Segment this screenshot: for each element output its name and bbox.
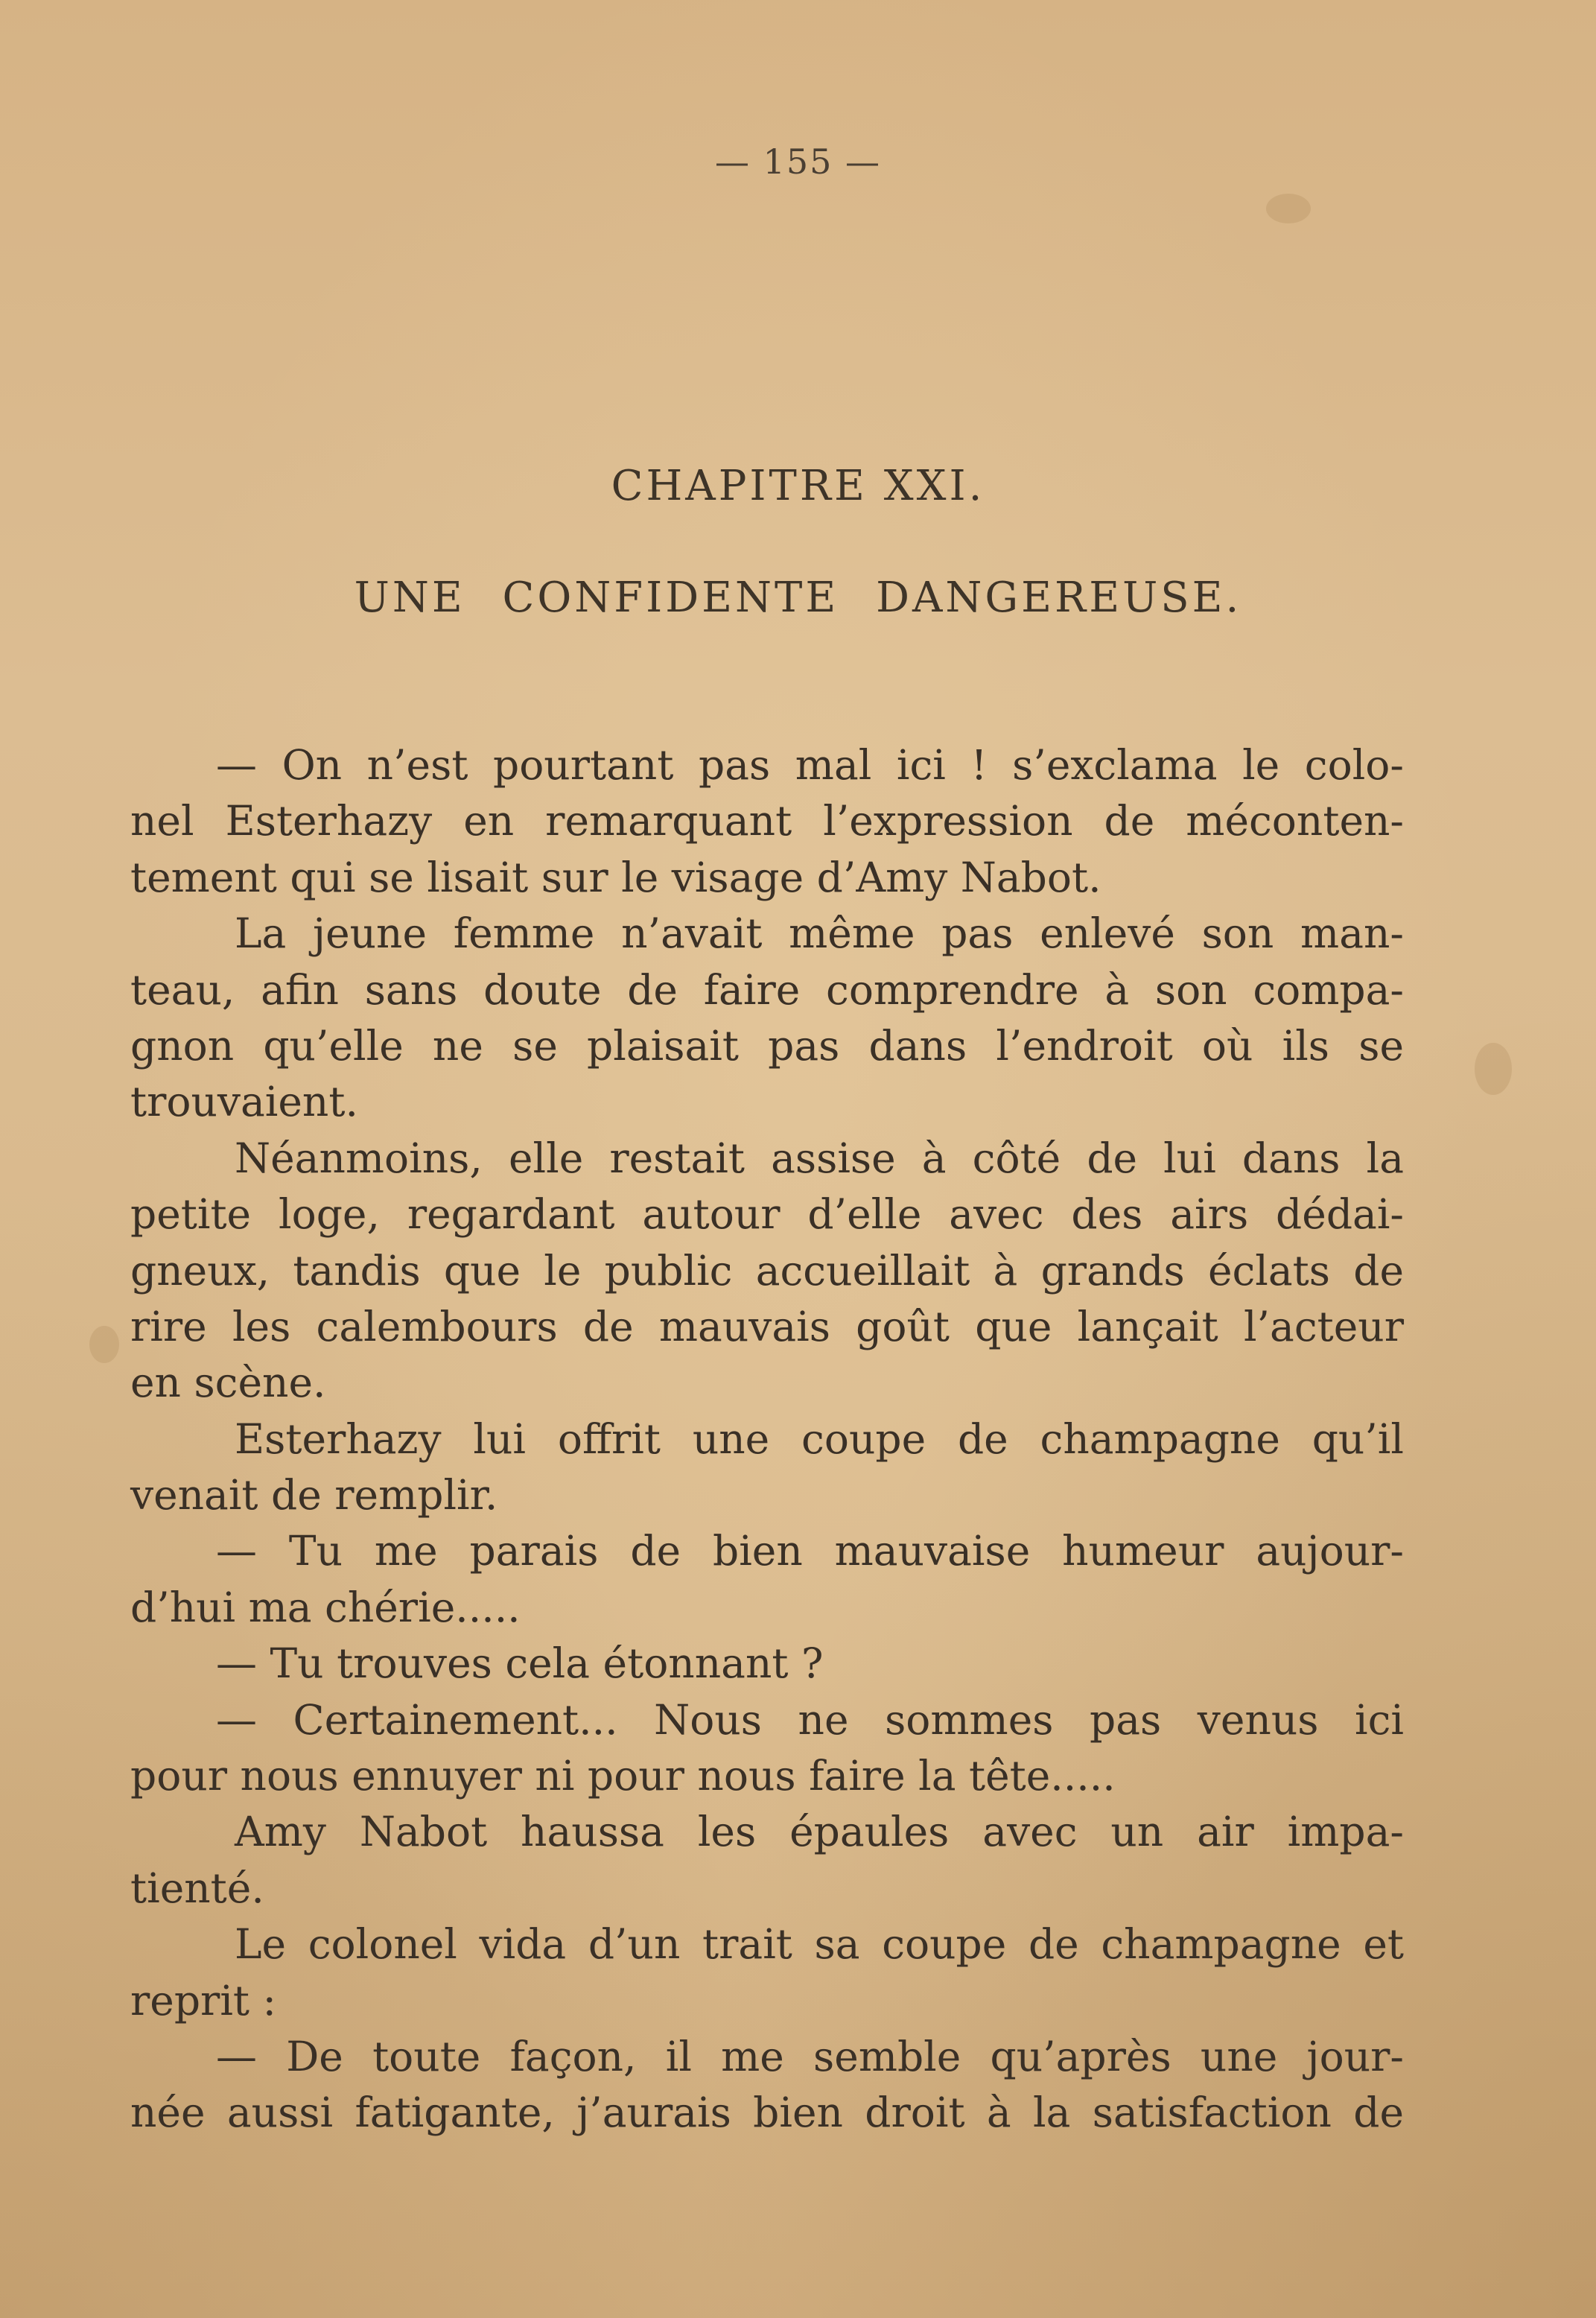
text-line: gneux, tandis que le public accueillait à grands éclats de [130, 1246, 1404, 1295]
page-number: — 155 — [714, 142, 882, 182]
text-line: — Certainement... Nous ne sommes pas venus ici [216, 1695, 1404, 1744]
body-text [130, 737, 1404, 2141]
paper-stain [1266, 194, 1311, 223]
text-line: teau, afin sans doute de faire comprendre à son compa- [130, 965, 1404, 1014]
text-line: Esterhazy lui offrit une coupe de champagne qu’il [235, 1414, 1404, 1463]
text-line: trouvaient. [130, 1078, 358, 1126]
text-line: gnon qu’elle ne se plaisait pas dans l’endroit où ils se [130, 1021, 1404, 1070]
text-line: d’hui ma chérie..... [130, 1583, 521, 1631]
text-line: La jeune femme n’avait même pas enlevé son man- [235, 909, 1404, 958]
paper-stain [1475, 1043, 1512, 1095]
paper-stain [89, 1326, 119, 1363]
chapter-number: CHAPITRE XXI. [611, 462, 985, 510]
text-line: rire les calembours de mauvais goût que lançait l’acteur [130, 1302, 1404, 1350]
text-line: Néanmoins, elle restait assise à côté de lui dans la [235, 1134, 1404, 1182]
text-line: — Tu trouves cela étonnant ? [216, 1639, 824, 1688]
text-line: née aussi fatigante, j’aurais bien droit à la satisfaction de [130, 2089, 1404, 2137]
text-line: — De toute façon, il me semble qu’après une jour- [216, 2032, 1404, 2080]
text-line: petite loge, regardant autour d’elle avec des airs dédai- [130, 1190, 1404, 1239]
chapter-title: UNE CONFIDENTE DANGEREUSE. [354, 574, 1242, 622]
text-line: Le colonel vida d’un trait sa coupe de champagne et [235, 1920, 1404, 1969]
text-line: tienté. [130, 1864, 264, 1912]
text-line: en scène. [130, 1359, 326, 1407]
text-line: Amy Nabot haussa les épaules avec un air impa- [235, 1808, 1404, 1856]
text-line: pour nous ennuyer ni pour nous faire la tête..... [130, 1752, 1116, 1800]
text-line: venait de remplir. [130, 1471, 498, 1520]
text-line: reprit : [130, 1976, 277, 2025]
text-line: — Tu me parais de bien mauvaise humeur aujour- [216, 1527, 1404, 1575]
text-line: — On n’est pourtant pas mal ici ! s’exclama le colo- [216, 741, 1404, 789]
text-line: tement qui se lisait sur le visage d’Amy Nabot. [130, 853, 1101, 901]
text-line: nel Esterhazy en remarquant l’expression de méconten- [130, 797, 1404, 845]
